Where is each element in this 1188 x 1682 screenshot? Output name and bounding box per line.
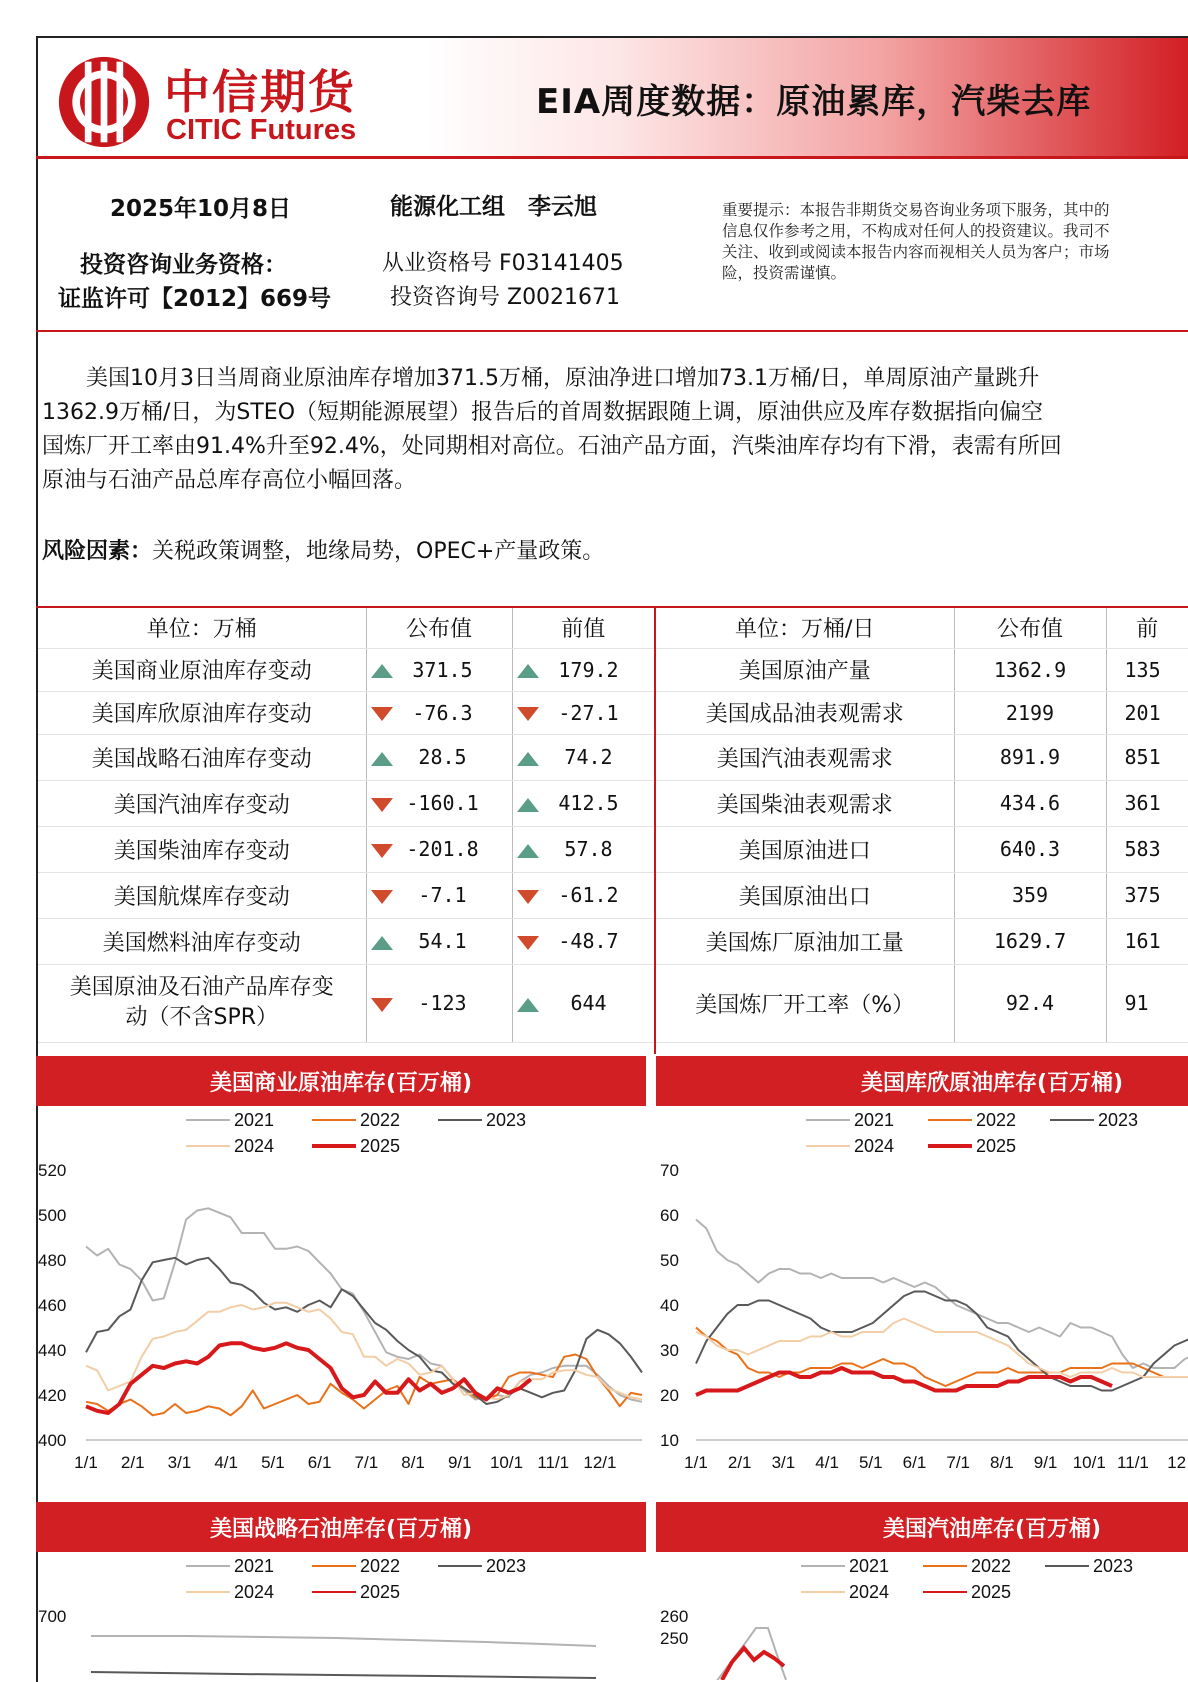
previous-value: 161 bbox=[1106, 918, 1188, 964]
published-value: 92.4 bbox=[954, 964, 1106, 1042]
y-tick-label: 70 bbox=[660, 1161, 679, 1180]
down-arrow-icon bbox=[517, 707, 539, 721]
y-tick-label: 20 bbox=[660, 1386, 679, 1405]
legend-item bbox=[923, 1556, 1011, 1576]
chart-body bbox=[660, 1110, 1188, 1472]
row-name: 美国成品油表观需求 bbox=[656, 691, 954, 734]
x-tick-label: 2/1 bbox=[120, 1453, 145, 1472]
legend-label: 2021 bbox=[234, 1556, 275, 1576]
published-value: 891.9 bbox=[954, 734, 1106, 780]
legend-label: 2025 bbox=[976, 1136, 1017, 1156]
legend-label: 2024 bbox=[234, 1136, 275, 1156]
down-arrow-icon bbox=[371, 890, 393, 904]
chart-body bbox=[38, 1556, 596, 1678]
row-name: 美国战略石油库存变动 bbox=[38, 734, 366, 780]
down-arrow-icon bbox=[371, 707, 393, 721]
previous-value bbox=[512, 648, 654, 691]
down-arrow-icon bbox=[371, 798, 393, 812]
row-name: 美国炼厂原油加工量 bbox=[656, 918, 954, 964]
row-name: 美国航煤库存变动 bbox=[38, 872, 366, 918]
row-name: 美国原油出口 bbox=[656, 872, 954, 918]
y-tick-label: 60 bbox=[660, 1206, 679, 1225]
table-row bbox=[656, 691, 1188, 734]
x-tick-label: 1/1 bbox=[684, 1453, 708, 1472]
x-tick-label: 12 bbox=[1167, 1453, 1187, 1472]
risk-factors: 风险因素：关税政策调整，地缘局势，OPEC+产量政策。 bbox=[42, 539, 605, 564]
value-text: 412.5 bbox=[558, 791, 619, 815]
x-tick-label: 2/1 bbox=[727, 1453, 752, 1472]
legend-label: 2021 bbox=[234, 1110, 275, 1130]
row-name: 美国原油产量 bbox=[656, 648, 954, 691]
practice-number: 从业资格号 F03141405 bbox=[382, 251, 624, 276]
y-tick-label: 520 bbox=[38, 1161, 67, 1180]
published-value: 1362.9 bbox=[954, 648, 1106, 691]
x-tick-label: 10/1 bbox=[489, 1453, 524, 1472]
previous-value bbox=[512, 691, 654, 734]
legend-item bbox=[928, 1110, 1016, 1130]
legend-label: 2023 bbox=[1098, 1110, 1139, 1130]
chart-title-cushing: 美国库欣原油库存(百万桶) bbox=[656, 1056, 1188, 1106]
y-tick-label: 460 bbox=[38, 1296, 67, 1315]
published-value bbox=[366, 872, 512, 918]
legend-item bbox=[312, 1556, 400, 1576]
summary-paragraph: 美国10月3日当周商业原油库存增加371.5万桶，原油净进口增加73.1万桶/日，单周原油产量跳升 1362.9万桶/日，为STEO（短期能源展望）报告后的首周数据跟随上调，原油供应及库存数据指向偏空 国炼厂开工率由91.4%升至92.4%，处同期相对高位。石油产品方面，汽柴油库存均有下滑，表需有所回 原油与石油产品总库存高位小幅回落。 bbox=[42, 366, 1062, 493]
down-arrow-icon bbox=[517, 936, 539, 950]
series-line-2025 bbox=[86, 1343, 531, 1413]
previous-value bbox=[512, 872, 654, 918]
legend-label: 2022 bbox=[360, 1556, 401, 1576]
y-tick-label: 50 bbox=[660, 1251, 679, 1270]
y-tick-label: 420 bbox=[38, 1386, 67, 1405]
x-tick-label: 9/1 bbox=[447, 1453, 472, 1472]
value-text: -7.1 bbox=[418, 883, 467, 907]
chart-title-gasoline: 美国汽油库存(百万桶) bbox=[656, 1502, 1188, 1552]
table-row bbox=[38, 964, 654, 1042]
row-name: 美国原油进口 bbox=[656, 826, 954, 872]
consult-number: 投资咨询号 Z0021671 bbox=[390, 285, 621, 310]
published-value: 359 bbox=[954, 872, 1106, 918]
legend-label: 2024 bbox=[234, 1582, 275, 1602]
table-row bbox=[38, 734, 654, 780]
report-header bbox=[36, 38, 1188, 156]
y-tick-label: 10 bbox=[660, 1431, 679, 1450]
legend-item bbox=[312, 1110, 400, 1130]
published-value bbox=[366, 780, 512, 826]
previous-value bbox=[512, 826, 654, 872]
legend-item bbox=[801, 1582, 889, 1602]
table-header-row: 单位：万桶/日 公布值 前 bbox=[656, 608, 1188, 648]
up-arrow-icon bbox=[371, 664, 393, 678]
commercial-crude-chart bbox=[36, 1106, 656, 1500]
legend-label: 2025 bbox=[360, 1136, 401, 1156]
value-text: 74.2 bbox=[564, 745, 613, 769]
chart-title-commercial-crude: 美国商业原油库存(百万桶) bbox=[36, 1056, 646, 1106]
logo-english-name: CITIC Futures bbox=[166, 114, 357, 146]
x-tick-label: 3/1 bbox=[771, 1453, 796, 1472]
cushing-crude-chart bbox=[656, 1106, 1188, 1500]
legend-label: 2022 bbox=[360, 1110, 401, 1130]
table-row bbox=[656, 734, 1188, 780]
value-text: -123 bbox=[418, 991, 467, 1015]
published-value: 640.3 bbox=[954, 826, 1106, 872]
value-text: -48.7 bbox=[558, 929, 619, 953]
previous-value bbox=[512, 780, 654, 826]
table-row bbox=[656, 780, 1188, 826]
y-tick-label: 480 bbox=[38, 1251, 67, 1270]
up-arrow-icon bbox=[371, 936, 393, 950]
table-row bbox=[38, 918, 654, 964]
previous-value bbox=[512, 964, 654, 1042]
x-tick-label: 4/1 bbox=[815, 1453, 839, 1472]
header-divider bbox=[36, 156, 1188, 159]
row-name: 美国柴油表观需求 bbox=[656, 780, 954, 826]
legend-label: 2022 bbox=[971, 1556, 1012, 1576]
legend-label: 2021 bbox=[854, 1110, 895, 1130]
chart-title-spr: 美国战略石油库存(百万桶) bbox=[36, 1502, 646, 1552]
published-value bbox=[366, 826, 512, 872]
spr-chart bbox=[36, 1552, 656, 1680]
table-row bbox=[656, 648, 1188, 691]
legend-label: 2024 bbox=[854, 1136, 895, 1156]
legend-item bbox=[438, 1110, 526, 1130]
legend-item bbox=[923, 1582, 1011, 1602]
previous-value bbox=[512, 734, 654, 780]
report-date: 2025年10月8日 bbox=[110, 196, 292, 222]
x-tick-label: 12/1 bbox=[583, 1453, 617, 1472]
legend-label: 2025 bbox=[360, 1582, 401, 1602]
y-tick-label: 260 bbox=[660, 1607, 689, 1626]
legend-item bbox=[1045, 1556, 1133, 1576]
legend-item bbox=[806, 1136, 894, 1156]
y-tick-label: 250 bbox=[660, 1629, 689, 1648]
previous-value: 851 bbox=[1106, 734, 1188, 780]
legend-label: 2023 bbox=[486, 1110, 527, 1130]
table-row bbox=[38, 691, 654, 734]
legend-item bbox=[801, 1556, 889, 1576]
previous-value: 201 bbox=[1106, 691, 1188, 734]
legend-label: 2023 bbox=[486, 1556, 527, 1576]
value-text: 371.5 bbox=[412, 657, 473, 682]
table-row bbox=[38, 872, 654, 918]
legend-item bbox=[438, 1556, 526, 1576]
value-text: -160.1 bbox=[406, 791, 479, 815]
inventory-change-table bbox=[38, 608, 654, 1043]
row-name: 美国燃料油库存变动 bbox=[38, 918, 366, 964]
published-value bbox=[366, 918, 512, 964]
y-tick-label: 400 bbox=[38, 1431, 67, 1450]
series-line-2023 bbox=[91, 1672, 596, 1678]
value-text: -61.2 bbox=[558, 883, 619, 907]
x-tick-label: 7/1 bbox=[354, 1453, 379, 1472]
up-arrow-icon bbox=[517, 664, 539, 678]
table-row bbox=[38, 648, 654, 691]
important-notice: 重要提示：本报告非期货交易咨询业务项下服务，其中的 信息仅作参考之用，不构成对任何人的投资建议。我司不 关注、收到或阅读本报告内容而视相关人员为客户；市场 险，投资需谨慎。 bbox=[722, 201, 1110, 282]
down-arrow-icon bbox=[371, 844, 393, 858]
legend-item bbox=[186, 1110, 274, 1130]
legend-item bbox=[186, 1136, 274, 1156]
table-row bbox=[656, 826, 1188, 872]
legend-item bbox=[186, 1582, 274, 1602]
legend-item bbox=[806, 1110, 894, 1130]
x-tick-label: 8/1 bbox=[990, 1453, 1014, 1472]
down-arrow-icon bbox=[371, 998, 393, 1012]
x-tick-label: 3/1 bbox=[167, 1453, 192, 1472]
x-tick-label: 6/1 bbox=[902, 1453, 927, 1472]
chart-body bbox=[38, 1110, 642, 1472]
previous-value: 583 bbox=[1106, 826, 1188, 872]
series-line-2021 bbox=[86, 1208, 642, 1402]
license-number: 证监许可【2012】669号 bbox=[58, 286, 332, 312]
up-arrow-icon bbox=[517, 844, 539, 858]
table-row bbox=[656, 964, 1188, 1042]
meta-divider bbox=[36, 330, 1188, 332]
row-name: 美国商业原油库存变动 bbox=[38, 648, 366, 691]
table-row bbox=[38, 780, 654, 826]
published-value: 1629.7 bbox=[954, 918, 1106, 964]
up-arrow-icon bbox=[517, 798, 539, 812]
legend-item bbox=[186, 1556, 274, 1576]
table-row bbox=[656, 918, 1188, 964]
y-tick-label: 40 bbox=[660, 1296, 679, 1315]
row-name: 美国汽油表观需求 bbox=[656, 734, 954, 780]
value-text: -27.1 bbox=[558, 700, 619, 725]
group-author: 能源化工组 李云旭 bbox=[390, 194, 597, 220]
x-tick-label: 9/1 bbox=[1033, 1453, 1058, 1472]
x-tick-label: 8/1 bbox=[401, 1453, 425, 1472]
row-name: 美国原油及石油产品库存变 动（不含SPR） bbox=[38, 964, 366, 1042]
y-tick-label: 30 bbox=[660, 1341, 679, 1360]
legend-label: 2024 bbox=[849, 1582, 890, 1602]
y-tick-label: 440 bbox=[38, 1341, 67, 1360]
row-name: 美国汽油库存变动 bbox=[38, 780, 366, 826]
series-line-2024 bbox=[86, 1303, 642, 1400]
published-value: 2199 bbox=[954, 691, 1106, 734]
y-tick-label: 500 bbox=[38, 1206, 67, 1225]
value-text: 28.5 bbox=[418, 745, 467, 769]
published-value bbox=[366, 734, 512, 780]
legend-label: 2021 bbox=[849, 1556, 890, 1576]
row-name: 美国库欣原油库存变动 bbox=[38, 691, 366, 734]
table-row bbox=[38, 826, 654, 872]
legend-label: 2025 bbox=[971, 1582, 1012, 1602]
x-tick-label: 1/1 bbox=[74, 1453, 98, 1472]
supply-demand-table bbox=[656, 608, 1188, 1043]
chart-body bbox=[660, 1556, 1133, 1680]
legend-item bbox=[312, 1582, 400, 1602]
x-tick-label: 4/1 bbox=[214, 1453, 238, 1472]
previous-value: 91 bbox=[1106, 964, 1188, 1042]
value-text: 179.2 bbox=[558, 657, 619, 682]
report-title: EIA周度数据：原油累库，汽柴去库 bbox=[536, 82, 1092, 122]
x-tick-label: 7/1 bbox=[946, 1453, 971, 1472]
logo-chinese-name: 中信期货 bbox=[164, 65, 356, 119]
up-arrow-icon bbox=[517, 998, 539, 1012]
up-arrow-icon bbox=[371, 752, 393, 766]
row-name: 美国柴油库存变动 bbox=[38, 826, 366, 872]
x-tick-label: 11/1 bbox=[537, 1453, 570, 1472]
legend-item bbox=[1050, 1110, 1138, 1130]
x-tick-label: 5/1 bbox=[261, 1453, 285, 1472]
x-tick-label: 10/1 bbox=[1072, 1453, 1106, 1472]
value-text: -201.8 bbox=[406, 837, 479, 861]
published-value: 434.6 bbox=[954, 780, 1106, 826]
qualification-label: 投资咨询业务资格： bbox=[80, 252, 287, 278]
previous-value: 375 bbox=[1106, 872, 1188, 918]
table-header-row: 单位：万桶 公布值 前值 bbox=[38, 608, 654, 648]
x-tick-label: 6/1 bbox=[307, 1453, 332, 1472]
series-line-2021 bbox=[91, 1636, 596, 1646]
published-value bbox=[366, 648, 512, 691]
series-line-2025 bbox=[722, 1648, 784, 1680]
previous-value: 135 bbox=[1106, 648, 1188, 691]
citic-logo-icon bbox=[56, 54, 152, 150]
value-text: 57.8 bbox=[564, 837, 613, 861]
legend-item bbox=[928, 1136, 1016, 1156]
gasoline-chart bbox=[656, 1552, 1188, 1680]
published-value bbox=[366, 964, 512, 1042]
table-row bbox=[656, 872, 1188, 918]
up-arrow-icon bbox=[517, 752, 539, 766]
value-text: 54.1 bbox=[418, 929, 467, 953]
y-tick-label: 700 bbox=[38, 1607, 67, 1626]
previous-value: 361 bbox=[1106, 780, 1188, 826]
x-tick-label: 11/1 bbox=[1117, 1453, 1149, 1472]
legend-item bbox=[312, 1136, 400, 1156]
x-tick-label: 5/1 bbox=[858, 1453, 883, 1472]
row-name: 美国炼厂开工率（%） bbox=[656, 964, 954, 1042]
legend-label: 2023 bbox=[1093, 1556, 1134, 1576]
down-arrow-icon bbox=[517, 890, 539, 904]
value-text: -76.3 bbox=[412, 700, 473, 725]
published-value bbox=[366, 691, 512, 734]
value-text: 644 bbox=[570, 991, 607, 1015]
legend-label: 2022 bbox=[976, 1110, 1017, 1130]
previous-value bbox=[512, 918, 654, 964]
